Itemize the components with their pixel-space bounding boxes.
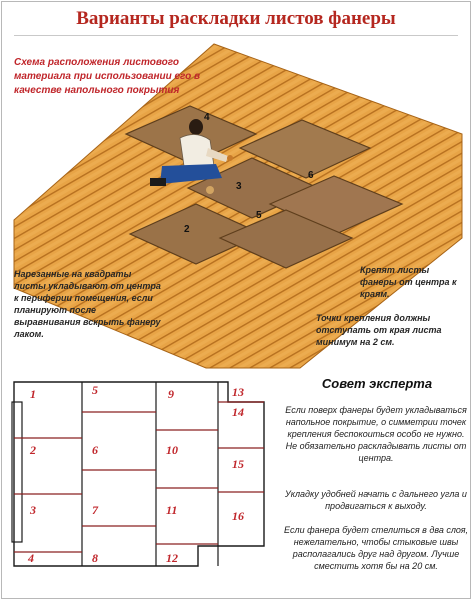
page-title: Варианты раскладки листов фанеры: [76, 8, 396, 29]
plan-number: 7: [92, 503, 98, 517]
expert-tip-2: Укладку удобней начать с дальнего угла и продвигаться к выходу.: [285, 489, 467, 511]
plan-number: 14: [232, 405, 244, 419]
plan-number: 5: [92, 383, 98, 397]
plan-number: 13: [232, 385, 244, 399]
plan-number: 3: [30, 503, 36, 517]
plan-number: 2: [30, 443, 36, 457]
plan-number: 15: [232, 457, 244, 471]
plan-number: 1: [30, 387, 36, 401]
note-left: Нарезанные на квадраты листы укладывают от центра к периферии помещения, если планируют после выравнивания вскрыть фанеру лаком.: [14, 269, 161, 339]
sheet-number: 3: [236, 181, 242, 192]
sheet-number: 2: [184, 224, 190, 235]
plan-number: 8: [92, 551, 98, 565]
layout-plan: [0, 372, 282, 594]
plan-number: 12: [166, 551, 178, 565]
sheet-number: 4: [204, 112, 210, 123]
sheet-number: 5: [256, 210, 262, 221]
plan-number: 6: [92, 443, 98, 457]
expert-title: Совет эксперта: [321, 376, 433, 391]
plan-number: 10: [166, 443, 178, 457]
title-divider: [14, 35, 458, 36]
plan-number: 11: [166, 503, 178, 517]
note-right-bottom: Точки крепления должны отступать от края листа минимум на 2 см.: [316, 313, 442, 347]
plan-number: 16: [232, 509, 244, 523]
plan-number: 9: [168, 387, 174, 401]
plan-number: 4: [28, 551, 34, 565]
expert-tip-1: Если поверх фанеры будет укладываться напольное покрытие, о симметрии точек крепления беспокоиться особо не нужно. Не обязательно раскладывать листы от центра.: [285, 405, 467, 463]
diagram-caption: Схема расположения листового материала при использовании его в качестве напольного покрытия: [14, 57, 201, 96]
expert-tip-3: Если фанера будет стелиться в два слоя, нежелательно, чтобы стыковые швы располагались друг над другом. Лучше сместить хотя бы на 20 см.: [284, 525, 469, 571]
note-right-top: Крепят листы фанеры от центра к краям.: [360, 265, 457, 299]
sheet-number: 6: [308, 170, 314, 181]
